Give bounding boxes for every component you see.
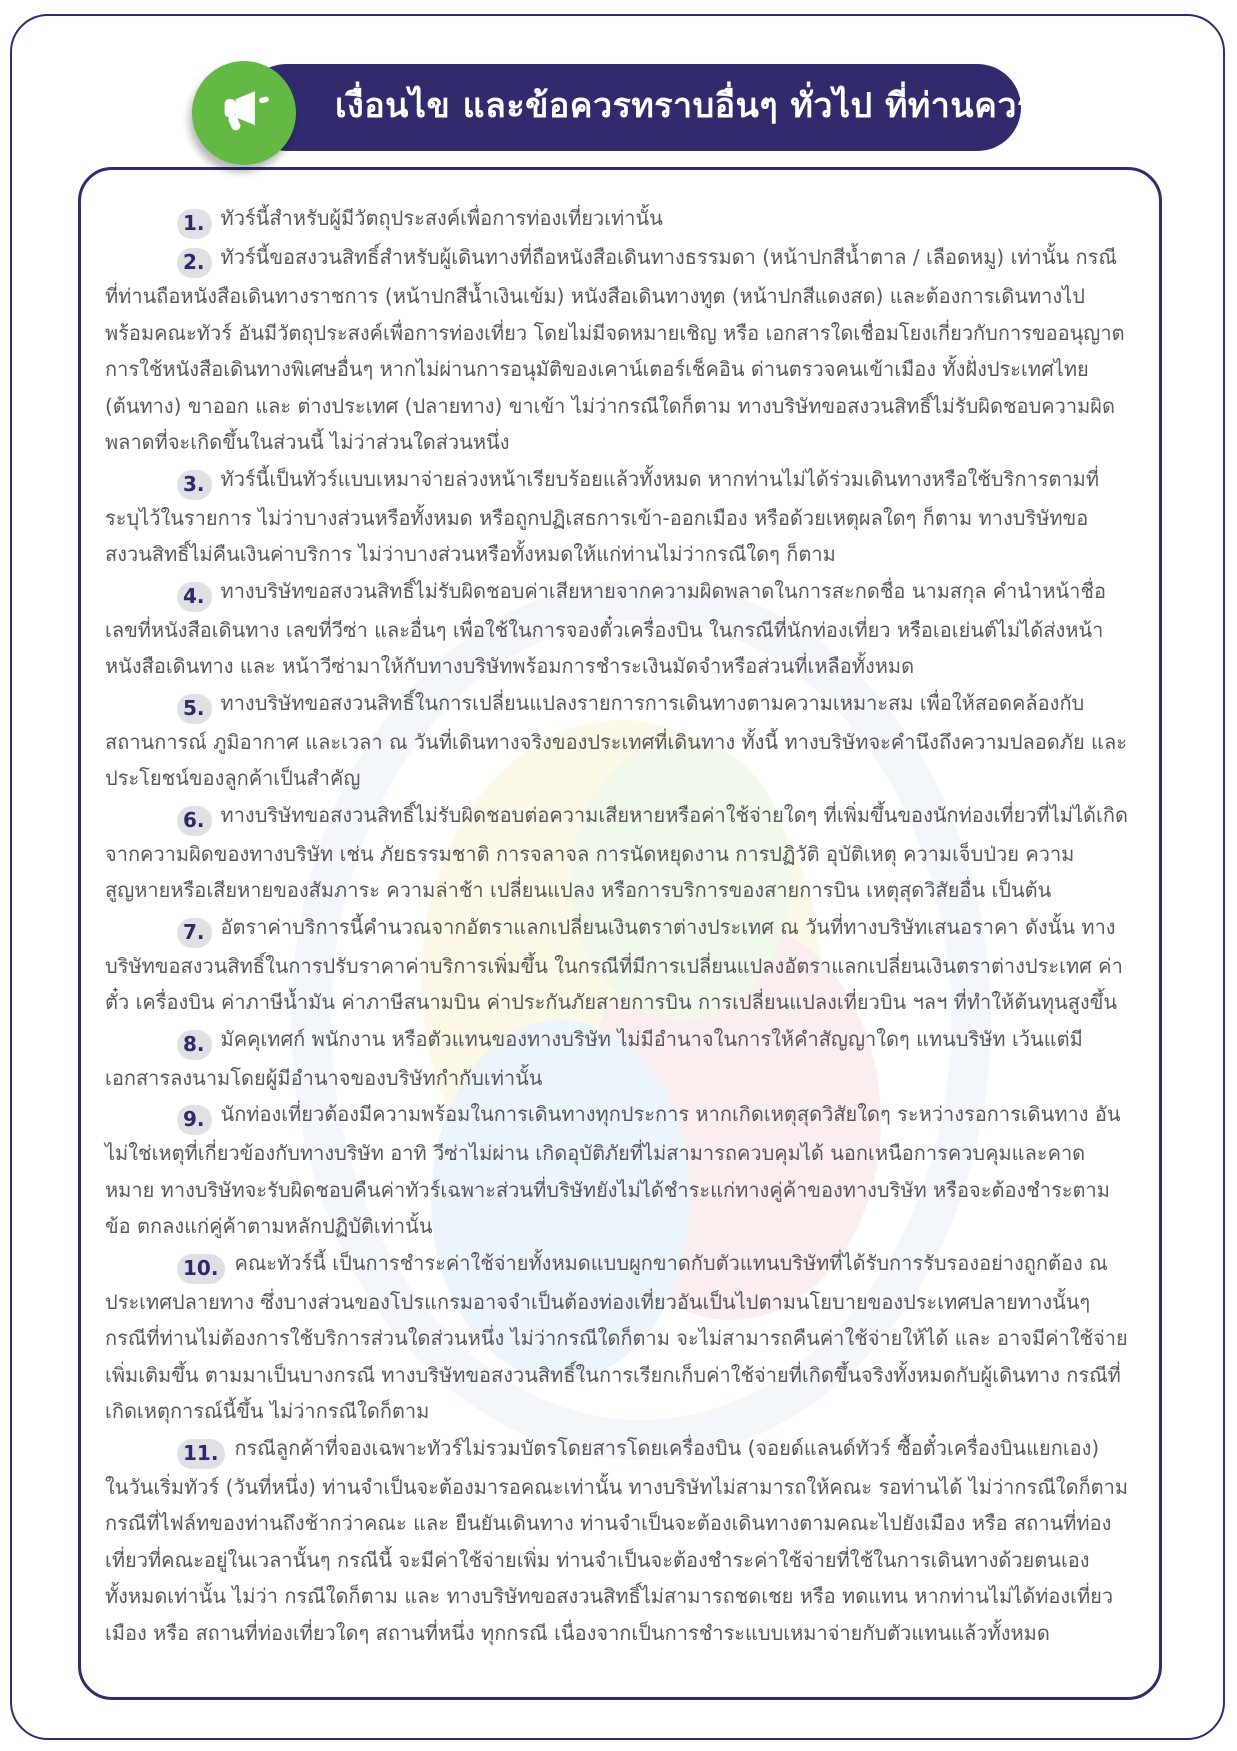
item-text: ทัวร์นี้สำหรับผู้มีวัตถุประสงค์เพื่อการท่องเที่ยวเท่านั้น	[220, 206, 663, 230]
item-number-chip: 7.	[177, 918, 212, 948]
item-number-chip: 1.	[177, 209, 212, 239]
item-text: คณะทัวร์นี้ เป็นการชำระค่าใช้จ่ายทั้งหมดแบบผูกขาดกับตัวแทนบริษัทที่ได้รับการรับรองอย่างถูกต้อง ณ ประเทศปลายทาง ซึ่งบางส่วนของโปรแกรมอาจจำเป็นต้องท่องเที่ยวอันเป็นไปตามนโยบายของประเทศปลายทางนั้นๆ กรณีที่ท่านไม่ต้องการใช้บริการส่วนใดส่วนหนึ่ง ไม่ว่ากรณีใดก็ตาม จะไม่สามารถคืนค่าใช้จ่ายให้ได้ และ อาจมีค่าใช้จ่ายเพิ่มเติมขึ้น ตามมาเป็นบางกรณี ทางบริษัทขอสงวนสิทธิ์ในการเรียกเก็บค่าใช้จ่ายที่เกิดขึ้นจริงทั้งหมดกับผู้เดินทาง กรณีที่เกิดเหตุการณ์นี้ขึ้น ไม่ว่ากรณีใดก็ตาม	[105, 1250, 1128, 1423]
terms-item	[105, 685, 1129, 797]
page-title: เงื่อนไข และข้อควรทราบอื่นๆ ทั่วไป ที่ท่านควรทราบ	[335, 85, 1120, 126]
item-number-chip: 9.	[177, 1105, 212, 1135]
megaphone-icon	[215, 84, 273, 142]
terms-item	[105, 200, 1129, 239]
item-text: ทางบริษัทขอสงวนสิทธิ์ไม่รับผิดชอบต่อความเสียหายหรือค่าใช้จ่ายใดๆ ที่เพิ่มขึ้นของนักท่องเที่ยวที่ไม่ได้เกิดจากความผิดของทางบริษัท เช่น ภัยธรรมชาติ การจลาจล การนัดหยุดงาน การปฏิวัติ อุบัติเหตุ ความเจ็บป่วย ความสูญหายหรือเสียหายของสัมภาระ ความล่าช้า เปลี่ยนแปลง หรือการบริการของสายการบิน เหตุสุดวิสัยอื่น เป็นต้น	[105, 802, 1128, 902]
header-banner	[243, 64, 1120, 151]
item-number-chip: 11.	[177, 1439, 225, 1469]
item-number-chip: 8.	[177, 1030, 212, 1060]
terms-item	[105, 909, 1129, 1021]
item-number-chip: 3.	[177, 470, 212, 500]
item-text: นักท่องเที่ยวต้องมีความพร้อมในการเดินทางทุกประการ หากเกิดเหตุสุดวิสัยใดๆ ระหว่างรอการเดินทาง อันไม่ใช่เหตุที่เกี่ยวข้องกับทางบริษัท อาทิ วีซ่าไม่ผ่าน เกิดอุบัติภัยที่ไม่สามารถควบคุมได้ นอกเหนือการควบคุมและคาดหมาย ทางบริษัทจะรับผิดชอบคืนค่าทัวร์เฉพาะส่วนที่บริษัทยังไม่ได้ชำระแก่ทางคู่ค้าของทางบริษัท หรือจะต้องชำระตามข้อ ตกลงแก่คู่ค้าตามหลักปฏิบัติเท่านั้น	[105, 1102, 1121, 1238]
item-text: ทางบริษัทขอสงวนสิทธิ์ไม่รับผิดชอบค่าเสียหายจากความผิดพลาดในการสะกดชื่อ นามสกุล คำนำหน้าชื่อ เลขที่หนังสือเดินทาง เลขที่วีซ่า และอื่นๆ เพื่อใช้ในการจองตั๋วเครื่องบิน ในกรณีที่นักท่องเที่ยว หรือเอเย่นต์ไม่ได้ส่งหน้าหนังสือเดินทาง และ หน้าวีซ่ามาให้กับทางบริษัทพร้อมการชำระเงินมัดจำหรือส่วนที่เหลือทั้งหมด	[105, 578, 1106, 678]
item-number-chip: 2.	[177, 248, 212, 278]
terms-item	[105, 239, 1129, 461]
terms-item	[105, 1245, 1129, 1430]
terms-content-box	[78, 167, 1162, 1700]
item-text: ทัวร์นี้ขอสงวนสิทธิ์สำหรับผู้เดินทางที่ถือหนังสือเดินทางธรรมดา (หน้าปกสีน้ำตาล / เลือดหมู) เท่านั้น กรณีที่ท่านถือหนังสือเดินทางราชการ (หน้าปกสีน้ำเงินเข้ม) หนังสือเดินทางทูต (หน้าปกสีแดงสด) และต้องการเดินทางไปพร้อมคณะทัวร์ อันมีวัตถุประสงค์เพื่อการท่องเที่ยว โดยไม่มีจดหมายเชิญ หรือ เอกสารใดเชื่อมโยงเกี่ยวกับการขออนุญาตการใช้หนังสือเดินทางพิเศษอื่นๆ หากไม่ผ่านการอนุมัติของเคาน์เตอร์เช็คอิน ด่านตรวจคนเข้าเมือง ทั้งฝั่งประเทศไทย (ต้นทาง) ขาออก และ ต่างประเทศ (ปลายทาง) ขาเข้า ไม่ว่ากรณีใดก็ตาม ทางบริษัทขอสงวนสิทธิ์ไม่รับผิดชอบความผิดพลาดที่จะเกิดขึ้นในส่วนนี้ ไม่ว่าส่วนใดส่วนหนึ่ง	[105, 245, 1125, 454]
item-number-chip: 6.	[177, 806, 212, 836]
terms-item	[105, 1430, 1129, 1652]
terms-item	[105, 573, 1129, 685]
item-number-chip: 4.	[177, 582, 212, 612]
megaphone-badge	[192, 61, 296, 165]
item-number-chip: 10.	[177, 1254, 225, 1284]
terms-item	[105, 461, 1129, 573]
terms-item	[105, 1021, 1129, 1097]
item-text: ทัวร์นี้เป็นทัวร์แบบเหมาจ่ายล่วงหน้าเรียบร้อยแล้วทั้งหมด หากท่านไม่ได้ร่วมเดินทางหรือใช้บริการตามที่ระบุไว้ในรายการ ไม่ว่าบางส่วนหรือทั้งหมด หรือถูกปฏิเสธการเข้า-ออกเมือง หรือด้วยเหตุผลใดๆ ก็ตาม ทางบริษัทขอสงวนสิทธิ์ไม่คืนเงินค่าบริการ ไม่ว่าบางส่วนหรือทั้งหมดให้แก่ท่านไม่ว่ากรณีใดๆ ก็ตาม	[105, 466, 1100, 566]
item-text: กรณีลูกค้าที่จองเฉพาะทัวร์ไม่รวมบัตรโดยสารโดยเครื่องบิน (จอยด์แลนด์ทัวร์ ซื้อตั๋วเครื่องบินแยกเอง) ในวันเริ่มทัวร์ (วันที่หนึ่ง) ท่านจำเป็นจะต้องมารอคณะเท่านั้น ทางบริษัทไม่สามารถให้คณะ รอท่านได้ ไม่ว่ากรณีใดก็ตาม กรณีที่ไฟล์ทของท่านถึงช้ากว่าคณะ และ ยืนยันเดินทาง ท่านจำเป็นจะต้องเดินทางตามคณะไปยังเมือง หรือ สถานที่ท่องเที่ยวที่คณะอยู่ในเวลานั้นๆ กรณีนี้ จะมีค่าใช้จ่ายเพิ่ม ท่านจำเป็นจะต้องชำระค่าใช้จ่ายที่ใช้ในการเดินทางด้วยตนเองทั้งหมดเท่านั้น ไม่ว่า กรณีใดก็ตาม และ ทางบริษัทขอสงวนสิทธิ์ไม่สามารถชดเชย หรือ ทดแทน หากท่านไม่ได้ท่องเที่ยวเมือง หรือ สถานที่ท่องเที่ยวใดๆ สถานที่หนึ่ง ทุกกรณี เนื่องจากเป็นการชำระแบบเหมาจ่ายกับตัวแทนแล้วทั้งหมด	[105, 1435, 1129, 1645]
item-text: อัตราค่าบริการนี้คำนวณจากอัตราแลกเปลี่ยนเงินตราต่างประเทศ ณ วันที่ทางบริษัทเสนอราคา ดังนั้น ทางบริษัทขอสงวนสิทธิ์ในการปรับราคาค่าบริการเพิ่มขึ้น ในกรณีที่มีการเปลี่ยนแปลงอัตราแลกเปลี่ยนเงินตราต่างประเทศ ค่าตั๋ว เครื่องบิน ค่าภาษีน้ำมัน ค่าภาษีสนามบิน ค่าประกันภัยสายการบิน การเปลี่ยนแปลงเที่ยวบิน ฯลฯ ที่ทำให้ต้นทุนสูงขึ้น	[105, 914, 1123, 1014]
item-number-chip: 5.	[177, 694, 212, 724]
terms-item	[105, 797, 1129, 909]
item-text: ทางบริษัทขอสงวนสิทธิ์ในการเปลี่ยนแปลงรายการการเดินทางตามความเหมาะสม เพื่อให้สอดคล้องกับ สถานการณ์ ภูมิอากาศ และเวลา ณ วันที่เดินทางจริงของประเทศที่เดินทาง ทั้งนี้ ทางบริษัทจะคำนึงถึงความปลอดภัย และ ประโยชน์ของลูกค้าเป็นสำคัญ	[105, 690, 1127, 790]
terms-item	[105, 1096, 1129, 1245]
terms-list	[105, 200, 1129, 1651]
item-text: มัคคุเทศก์ พนักงาน หรือตัวแทนของทางบริษัท ไม่มีอำนาจในการให้คำสัญญาใดๆ แทนบริษัท เว้นแต่มีเอกสารลงนามโดยผู้มีอำนาจของบริษัทกำกับเท่านั้น	[105, 1026, 1083, 1090]
